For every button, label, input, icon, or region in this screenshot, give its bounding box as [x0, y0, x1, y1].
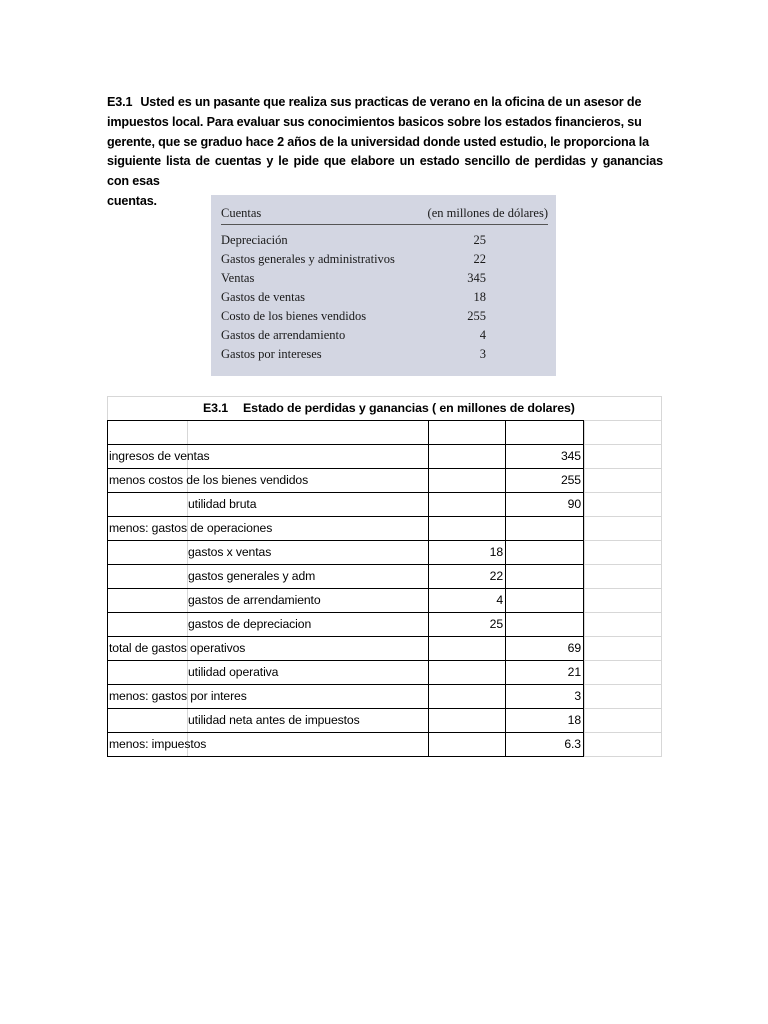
account-row	[221, 290, 548, 309]
statement-row-subtotal: 18	[489, 545, 503, 559]
account-value: 18	[473, 290, 486, 304]
gridline	[584, 420, 585, 756]
statement-row-label: utilidad bruta	[188, 497, 257, 511]
statement-row-subtotal: 22	[489, 569, 503, 583]
account-row	[221, 252, 548, 271]
statement-row-label: menos costos de los bienes vendidos	[109, 473, 309, 487]
statement-row-label: gastos x ventas	[188, 545, 272, 559]
statement-row-label: total de gastos operativos	[109, 641, 246, 655]
statement-row-label: ingresos de ventas	[109, 449, 210, 463]
table-border	[107, 420, 584, 421]
account-name: Ventas	[221, 271, 255, 285]
statement-title: Estado de perdidas y ganancias ( en millones de dolares)	[243, 401, 575, 415]
statement-row-label: utilidad operativa	[188, 665, 279, 679]
table-border	[107, 540, 584, 541]
table-border	[107, 732, 584, 733]
account-name: Gastos de arrendamiento	[221, 328, 346, 342]
statement-row-total: 90	[567, 497, 581, 511]
account-row	[221, 309, 548, 328]
statement-row-subtotal: 4	[496, 593, 503, 607]
statement-row-total: 69	[567, 641, 581, 655]
accounts-header	[221, 206, 548, 225]
statement-row-total: 3	[574, 689, 581, 703]
exercise-prompt	[107, 93, 663, 212]
account-name: Costo de los bienes vendidos	[221, 309, 367, 323]
table-border	[107, 660, 584, 661]
table-border	[107, 516, 584, 517]
exercise-code: E3.1	[107, 95, 133, 109]
prompt-line-2: impuestos local. Para evaluar sus conocimientos basicos sobre los estados financieros, su	[107, 114, 642, 129]
table-border	[107, 684, 584, 685]
gridline	[661, 396, 662, 756]
account-name: Gastos generales y administrativos	[221, 252, 395, 266]
account-value: 255	[467, 309, 486, 323]
account-row	[221, 233, 548, 252]
account-value: 345	[467, 271, 486, 285]
table-border	[107, 564, 584, 565]
account-value: 22	[473, 252, 486, 266]
account-value: 4	[479, 328, 486, 342]
account-value: 25	[473, 233, 486, 247]
account-row	[221, 271, 548, 290]
statement-row-total: 18	[567, 713, 581, 727]
statement-row-total: 345	[560, 449, 581, 463]
accounts-header-units: (en millones de dólares)	[427, 206, 548, 220]
accounts-header-label: Cuentas	[221, 206, 262, 220]
table-border	[107, 492, 584, 493]
statement-row-label: gastos de depreciacion	[188, 617, 312, 631]
account-name: Gastos por intereses	[221, 347, 322, 361]
statement-row-label: menos: gastos por interes	[109, 689, 247, 703]
statement-row-label: menos: impuestos	[109, 737, 207, 751]
statement-row-label: gastos de arrendamiento	[188, 593, 321, 607]
prompt-line-1: E3.1 Usted es un pasante que realiza sus practicas de verano en la oficina de un asesor de	[107, 95, 642, 109]
account-row	[221, 328, 548, 347]
statement-title-code: E3.1	[203, 401, 229, 415]
prompt-line-5: cuentas.	[107, 193, 157, 208]
gridline	[107, 396, 662, 397]
table-border	[107, 588, 584, 589]
table-border	[107, 444, 584, 445]
prompt-line-3: gerente, que se graduo hace 2 años de la universidad donde usted estudio, le proporciona la	[107, 134, 650, 149]
statement-row-label: menos: gastos de operaciones	[109, 521, 273, 535]
statement-row-total: 21	[567, 665, 581, 679]
statement-row-total: 255	[560, 473, 581, 487]
statement-row-total: 6.3	[564, 737, 581, 751]
table-border	[107, 636, 584, 637]
account-name: Gastos de ventas	[221, 290, 306, 304]
statement-row-subtotal: 25	[489, 617, 503, 631]
table-border	[107, 708, 584, 709]
table-border	[107, 612, 584, 613]
account-name: Depreciación	[221, 233, 288, 247]
statement-row-label: utilidad neta antes de impuestos	[188, 713, 360, 727]
table-border	[107, 756, 584, 757]
accounts-list-image	[211, 195, 556, 376]
statement-row-label: gastos generales y adm	[188, 569, 316, 583]
prompt-line-4: siguiente lista de cuentas y le pide que elabore un estado sencillo de perdidas y ganancias con esas	[107, 154, 663, 189]
account-value: 3	[479, 347, 486, 361]
table-border	[107, 468, 584, 469]
account-row	[221, 347, 548, 366]
